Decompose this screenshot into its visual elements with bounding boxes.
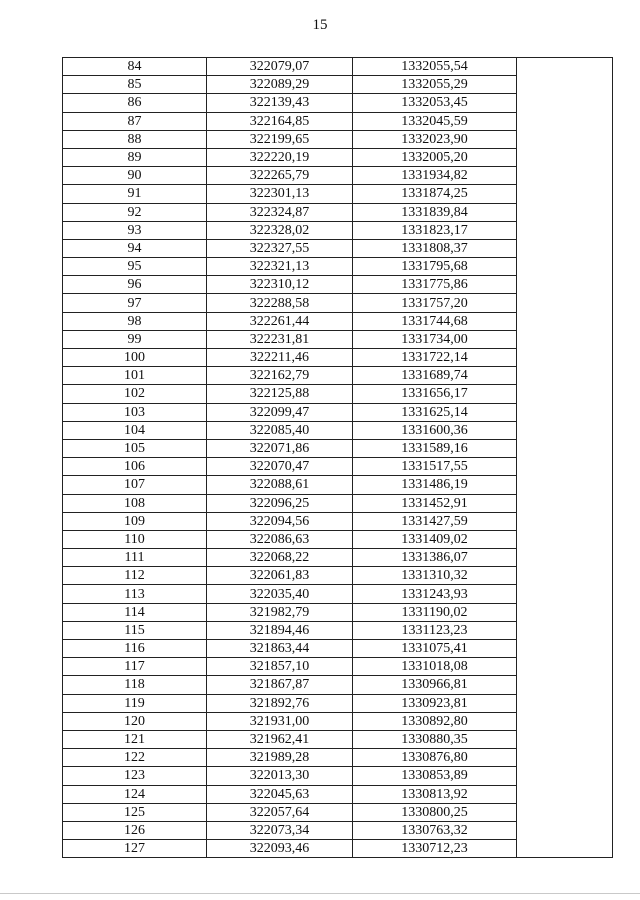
x-coordinate-cell: 322265,79 — [207, 167, 353, 185]
y-coordinate-cell: 1331452,91 — [353, 494, 517, 512]
point-number-cell: 95 — [63, 258, 207, 276]
y-coordinate-cell: 1331517,55 — [353, 458, 517, 476]
x-coordinate-cell: 321857,10 — [207, 658, 353, 676]
point-number-cell: 91 — [63, 185, 207, 203]
y-coordinate-cell: 1331018,08 — [353, 658, 517, 676]
point-number-cell: 110 — [63, 530, 207, 548]
empty-notes-cell — [517, 58, 613, 76]
x-coordinate-cell: 322079,07 — [207, 58, 353, 76]
empty-notes-cell — [517, 694, 613, 712]
point-number-cell: 90 — [63, 167, 207, 185]
point-number-cell: 92 — [63, 203, 207, 221]
y-coordinate-cell: 1330853,89 — [353, 767, 517, 785]
x-coordinate-cell: 322321,13 — [207, 258, 353, 276]
empty-notes-cell — [517, 203, 613, 221]
x-coordinate-cell: 321892,76 — [207, 694, 353, 712]
y-coordinate-cell: 1331600,36 — [353, 421, 517, 439]
table-row — [63, 203, 613, 221]
table-row — [63, 803, 613, 821]
point-number-cell: 96 — [63, 276, 207, 294]
empty-notes-cell — [517, 239, 613, 257]
empty-notes-cell — [517, 221, 613, 239]
y-coordinate-cell: 1330712,23 — [353, 840, 517, 858]
table-row — [63, 730, 613, 748]
table-row — [63, 603, 613, 621]
y-coordinate-cell: 1332053,45 — [353, 94, 517, 112]
y-coordinate-cell: 1331075,41 — [353, 640, 517, 658]
empty-notes-cell — [517, 712, 613, 730]
empty-notes-cell — [517, 676, 613, 694]
x-coordinate-cell: 322094,56 — [207, 512, 353, 530]
table-row — [63, 94, 613, 112]
x-coordinate-cell: 322086,63 — [207, 530, 353, 548]
empty-notes-cell — [517, 585, 613, 603]
table-row — [63, 458, 613, 476]
empty-notes-cell — [517, 621, 613, 639]
y-coordinate-cell: 1330876,80 — [353, 749, 517, 767]
y-coordinate-cell: 1332055,29 — [353, 76, 517, 94]
table-row — [63, 694, 613, 712]
table-row — [63, 821, 613, 839]
point-number-cell: 124 — [63, 785, 207, 803]
y-coordinate-cell: 1332045,59 — [353, 112, 517, 130]
table-row — [63, 349, 613, 367]
table-row — [63, 476, 613, 494]
y-coordinate-cell: 1331656,17 — [353, 385, 517, 403]
x-coordinate-cell: 322324,87 — [207, 203, 353, 221]
point-number-cell: 86 — [63, 94, 207, 112]
point-number-cell: 105 — [63, 439, 207, 457]
empty-notes-cell — [517, 330, 613, 348]
table-row — [63, 112, 613, 130]
y-coordinate-cell: 1331243,93 — [353, 585, 517, 603]
table-row — [63, 749, 613, 767]
point-number-cell: 113 — [63, 585, 207, 603]
y-coordinate-cell: 1331427,59 — [353, 512, 517, 530]
empty-notes-cell — [517, 148, 613, 166]
table-row — [63, 530, 613, 548]
y-coordinate-cell: 1330892,80 — [353, 712, 517, 730]
table-row — [63, 421, 613, 439]
x-coordinate-cell: 322070,47 — [207, 458, 353, 476]
table-row — [63, 330, 613, 348]
point-number-cell: 111 — [63, 549, 207, 567]
y-coordinate-cell: 1330800,25 — [353, 803, 517, 821]
point-number-cell: 123 — [63, 767, 207, 785]
x-coordinate-cell: 322220,19 — [207, 148, 353, 166]
empty-notes-cell — [517, 530, 613, 548]
table-row — [63, 294, 613, 312]
empty-notes-cell — [517, 421, 613, 439]
table-row — [63, 130, 613, 148]
point-number-cell: 120 — [63, 712, 207, 730]
y-coordinate-cell: 1331795,68 — [353, 258, 517, 276]
table-row — [63, 567, 613, 585]
empty-notes-cell — [517, 549, 613, 567]
point-number-cell: 116 — [63, 640, 207, 658]
point-number-cell: 85 — [63, 76, 207, 94]
table-row — [63, 185, 613, 203]
x-coordinate-cell: 322125,88 — [207, 385, 353, 403]
empty-notes-cell — [517, 821, 613, 839]
page-number: 15 — [312, 17, 328, 33]
table-row — [63, 494, 613, 512]
empty-notes-cell — [517, 294, 613, 312]
x-coordinate-cell: 322013,30 — [207, 767, 353, 785]
x-coordinate-cell: 322211,46 — [207, 349, 353, 367]
x-coordinate-cell: 322231,81 — [207, 330, 353, 348]
x-coordinate-cell: 322164,85 — [207, 112, 353, 130]
x-coordinate-cell: 322088,61 — [207, 476, 353, 494]
table-row — [63, 658, 613, 676]
x-coordinate-cell: 322261,44 — [207, 312, 353, 330]
y-coordinate-cell: 1331123,23 — [353, 621, 517, 639]
point-number-cell: 114 — [63, 603, 207, 621]
x-coordinate-cell: 322068,22 — [207, 549, 353, 567]
empty-notes-cell — [517, 167, 613, 185]
x-coordinate-cell: 322085,40 — [207, 421, 353, 439]
empty-notes-cell — [517, 130, 613, 148]
table-row — [63, 58, 613, 76]
y-coordinate-cell: 1330880,35 — [353, 730, 517, 748]
y-coordinate-cell: 1331589,16 — [353, 439, 517, 457]
point-number-cell: 98 — [63, 312, 207, 330]
y-coordinate-cell: 1331839,84 — [353, 203, 517, 221]
table-row — [63, 640, 613, 658]
y-coordinate-cell: 1331409,02 — [353, 530, 517, 548]
point-number-cell: 122 — [63, 749, 207, 767]
point-number-cell: 84 — [63, 58, 207, 76]
table-row — [63, 239, 613, 257]
table-row — [63, 712, 613, 730]
point-number-cell: 127 — [63, 840, 207, 858]
point-number-cell: 106 — [63, 458, 207, 476]
point-number-cell: 107 — [63, 476, 207, 494]
point-number-cell: 100 — [63, 349, 207, 367]
x-coordinate-cell: 322139,43 — [207, 94, 353, 112]
x-coordinate-cell: 322327,55 — [207, 239, 353, 257]
x-coordinate-cell: 322162,79 — [207, 367, 353, 385]
point-number-cell: 101 — [63, 367, 207, 385]
x-coordinate-cell: 321962,41 — [207, 730, 353, 748]
empty-notes-cell — [517, 603, 613, 621]
x-coordinate-cell: 322310,12 — [207, 276, 353, 294]
table-row — [63, 549, 613, 567]
y-coordinate-cell: 1331386,07 — [353, 549, 517, 567]
table-row — [63, 840, 613, 858]
x-coordinate-cell: 322045,63 — [207, 785, 353, 803]
point-number-cell: 102 — [63, 385, 207, 403]
empty-notes-cell — [517, 803, 613, 821]
x-coordinate-cell: 322089,29 — [207, 76, 353, 94]
x-coordinate-cell: 322199,65 — [207, 130, 353, 148]
point-number-cell: 109 — [63, 512, 207, 530]
point-number-cell: 112 — [63, 567, 207, 585]
empty-notes-cell — [517, 94, 613, 112]
x-coordinate-cell: 322035,40 — [207, 585, 353, 603]
empty-notes-cell — [517, 749, 613, 767]
x-coordinate-cell: 321931,00 — [207, 712, 353, 730]
point-number-cell: 93 — [63, 221, 207, 239]
empty-notes-cell — [517, 640, 613, 658]
x-coordinate-cell: 322096,25 — [207, 494, 353, 512]
table-row — [63, 276, 613, 294]
point-number-cell: 97 — [63, 294, 207, 312]
point-number-cell: 119 — [63, 694, 207, 712]
x-coordinate-cell: 322328,02 — [207, 221, 353, 239]
y-coordinate-cell: 1331744,68 — [353, 312, 517, 330]
table-row — [63, 585, 613, 603]
point-number-cell: 108 — [63, 494, 207, 512]
coordinates-table-body — [63, 58, 613, 858]
y-coordinate-cell: 1331689,74 — [353, 367, 517, 385]
empty-notes-cell — [517, 730, 613, 748]
table-row — [63, 367, 613, 385]
empty-notes-cell — [517, 76, 613, 94]
point-number-cell: 125 — [63, 803, 207, 821]
y-coordinate-cell: 1331934,82 — [353, 167, 517, 185]
x-coordinate-cell: 322093,46 — [207, 840, 353, 858]
empty-notes-cell — [517, 312, 613, 330]
point-number-cell: 99 — [63, 330, 207, 348]
table-row — [63, 403, 613, 421]
empty-notes-cell — [517, 185, 613, 203]
point-number-cell: 117 — [63, 658, 207, 676]
y-coordinate-cell: 1332005,20 — [353, 148, 517, 166]
point-number-cell: 89 — [63, 148, 207, 166]
x-coordinate-cell: 322099,47 — [207, 403, 353, 421]
empty-notes-cell — [517, 840, 613, 858]
point-number-cell: 104 — [63, 421, 207, 439]
y-coordinate-cell: 1332023,90 — [353, 130, 517, 148]
x-coordinate-cell: 321982,79 — [207, 603, 353, 621]
x-coordinate-cell: 321989,28 — [207, 749, 353, 767]
y-coordinate-cell: 1330923,81 — [353, 694, 517, 712]
point-number-cell: 121 — [63, 730, 207, 748]
empty-notes-cell — [517, 258, 613, 276]
y-coordinate-cell: 1331775,86 — [353, 276, 517, 294]
table-row — [63, 312, 613, 330]
y-coordinate-cell: 1331310,32 — [353, 567, 517, 585]
empty-notes-cell — [517, 494, 613, 512]
point-number-cell: 115 — [63, 621, 207, 639]
point-number-cell: 118 — [63, 676, 207, 694]
x-coordinate-cell: 321867,87 — [207, 676, 353, 694]
x-coordinate-cell: 322288,58 — [207, 294, 353, 312]
empty-notes-cell — [517, 476, 613, 494]
empty-notes-cell — [517, 458, 613, 476]
y-coordinate-cell: 1331190,02 — [353, 603, 517, 621]
empty-notes-cell — [517, 658, 613, 676]
x-coordinate-cell: 321894,46 — [207, 621, 353, 639]
x-coordinate-cell: 322301,13 — [207, 185, 353, 203]
table-row — [63, 258, 613, 276]
empty-notes-cell — [517, 439, 613, 457]
coordinates-table — [62, 57, 613, 858]
y-coordinate-cell: 1331625,14 — [353, 403, 517, 421]
x-coordinate-cell: 322071,86 — [207, 439, 353, 457]
table-row — [63, 767, 613, 785]
point-number-cell: 88 — [63, 130, 207, 148]
empty-notes-cell — [517, 403, 613, 421]
y-coordinate-cell: 1331808,37 — [353, 239, 517, 257]
point-number-cell: 87 — [63, 112, 207, 130]
y-coordinate-cell: 1330966,81 — [353, 676, 517, 694]
table-row — [63, 385, 613, 403]
x-coordinate-cell: 322061,83 — [207, 567, 353, 585]
empty-notes-cell — [517, 276, 613, 294]
table-row — [63, 167, 613, 185]
page-bottom-edge — [0, 893, 640, 894]
empty-notes-cell — [517, 349, 613, 367]
y-coordinate-cell: 1331722,14 — [353, 349, 517, 367]
y-coordinate-cell: 1331757,20 — [353, 294, 517, 312]
table-row — [63, 512, 613, 530]
empty-notes-cell — [517, 512, 613, 530]
point-number-cell: 103 — [63, 403, 207, 421]
table-row — [63, 76, 613, 94]
y-coordinate-cell: 1331486,19 — [353, 476, 517, 494]
point-number-cell: 94 — [63, 239, 207, 257]
y-coordinate-cell: 1331874,25 — [353, 185, 517, 203]
table-row — [63, 439, 613, 457]
y-coordinate-cell: 1330813,92 — [353, 785, 517, 803]
y-coordinate-cell: 1331734,00 — [353, 330, 517, 348]
table-row — [63, 621, 613, 639]
table-row — [63, 148, 613, 166]
y-coordinate-cell: 1332055,54 — [353, 58, 517, 76]
empty-notes-cell — [517, 567, 613, 585]
empty-notes-cell — [517, 767, 613, 785]
x-coordinate-cell: 321863,44 — [207, 640, 353, 658]
empty-notes-cell — [517, 112, 613, 130]
y-coordinate-cell: 1330763,32 — [353, 821, 517, 839]
x-coordinate-cell: 322073,34 — [207, 821, 353, 839]
table-row — [63, 676, 613, 694]
table-row — [63, 785, 613, 803]
empty-notes-cell — [517, 785, 613, 803]
y-coordinate-cell: 1331823,17 — [353, 221, 517, 239]
table-row — [63, 221, 613, 239]
x-coordinate-cell: 322057,64 — [207, 803, 353, 821]
point-number-cell: 126 — [63, 821, 207, 839]
empty-notes-cell — [517, 367, 613, 385]
empty-notes-cell — [517, 385, 613, 403]
